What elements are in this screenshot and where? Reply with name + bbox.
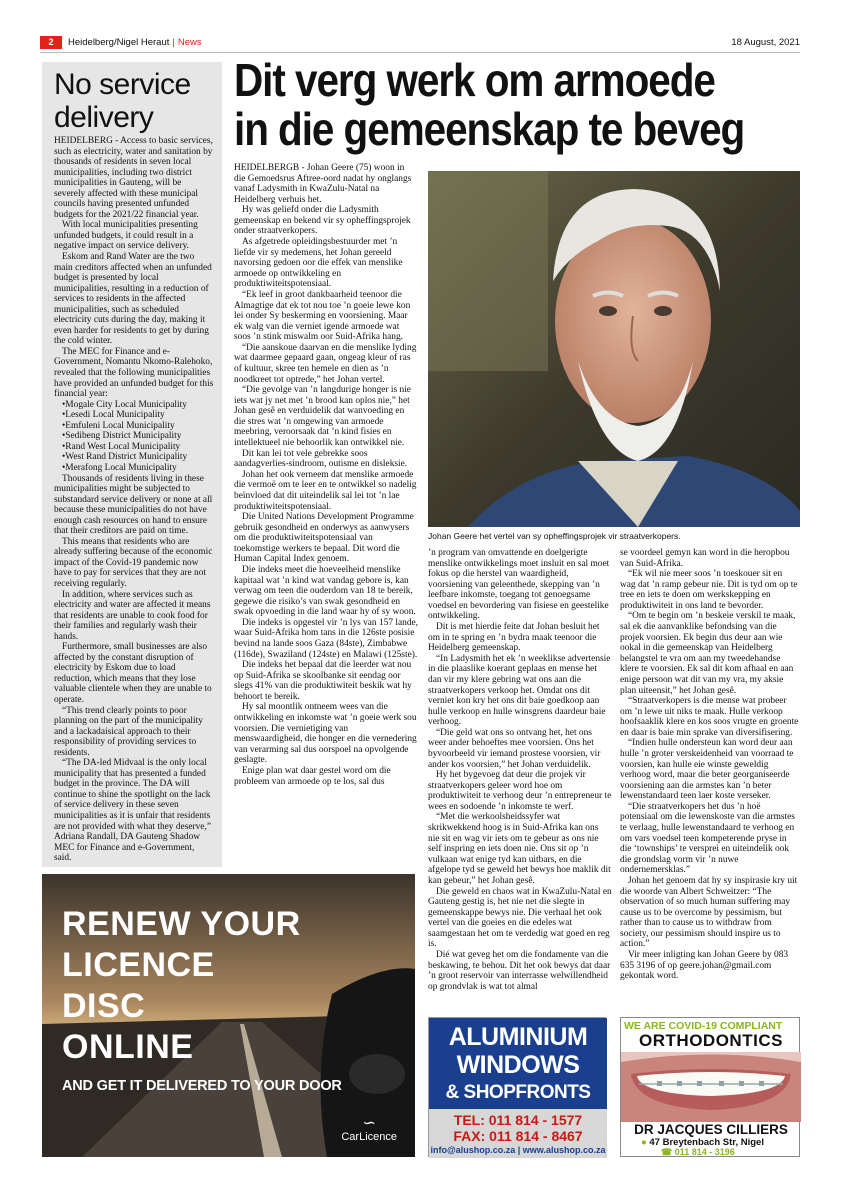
orthodontics-ad[interactable] bbox=[620, 1017, 800, 1157]
article-paragraph: Die United Nations Development Programme gebruik gesondheid en onderwys as aanwysers om die produktiwiteitspotensiaal van toekomstige werkers te bepaal. Dit word die Human Capital Index genoem. bbox=[234, 512, 414, 565]
article-column-2 bbox=[428, 548, 612, 992]
swirl-icon: ∽ bbox=[362, 1115, 376, 1132]
article-paragraph: Die indeks meet die hoeveelheid menslike kapitaal wat ’n kind wat vandag gebore is, kan verwag om teen die ouderdom van 18 te bereik, gegewe die risiko’s van swak gesondheid en swak opvoeding in die land waar hy of sy woon. bbox=[234, 564, 416, 618]
sidebar-paragraph: Furthermore, small businesses are also affected by the constant disruption of electricity by Eskom due to load reduction, which means that they lose valuable clientele when they are unable to operate. bbox=[54, 642, 212, 705]
sidebar-paragraph: The MEC for Finance and e-Government, Nomantu Nkomo-Ralehoko, revealed that the following municipalities have provided an unfunded budget for this financial year: bbox=[54, 346, 214, 400]
headline-line: in die gemeenskap te beveg bbox=[234, 103, 745, 155]
ad-title: ORTHODONTICS bbox=[639, 1031, 783, 1050]
ad-web[interactable]: info@alushop.co.za | www.alushop.co.za bbox=[430, 1145, 606, 1155]
article-column-3 bbox=[620, 548, 800, 982]
article-paragraph: Johan het ook verneem dat menslike armoede die vermoë om te leer en te ontwikkel so nadelig beïnvloed dat dit uiteindelik sal lei tot ’n lae produktiwiteitspotensiaal. bbox=[234, 469, 417, 512]
article-paragraph: “Ek leef in groot dankbaarheid teenoor die Almagtige dat ek tot nou toe ’n goeie lewe kon lei onder Sy beskerming en voorsiening. Maar ek walg van die verniet igende armoede wat soos ’n stink miswalm oor Suid-Afrika hang. bbox=[234, 289, 411, 343]
ad-phone[interactable] bbox=[661, 1147, 735, 1158]
location-pin-icon: ● bbox=[641, 1137, 647, 1148]
phone-number: 011 814 - 3196 bbox=[674, 1147, 735, 1157]
article-paragraph: se voordeel gemyn kan word in die heropbou van Suid-Afrika. bbox=[620, 548, 790, 569]
sidebar-title: No service delivery bbox=[54, 68, 191, 134]
municipality-list bbox=[54, 400, 214, 474]
sidebar-paragraph: “This trend clearly points to poor planning on the part of the municipality and a lackadaisical approach to their responsibility of providing services to residents. bbox=[54, 705, 203, 758]
headline-line: Dit verg werk om armoede bbox=[234, 54, 715, 106]
photo-caption: Johan Geere het vertel van sy opheffingsprojek vir straatverkopers. bbox=[428, 531, 681, 541]
sidebar-paragraph: Eskom and Rand Water are the two main creditors affected when an unfunded budget is presented by local municipalities, resulting in a reduction of services to residents in the affected municipalities, such as scheduled electricity cuts during the day, making it even harder for residents to get by during the cold winter. bbox=[54, 252, 212, 347]
article-paragraph: “Die aanskoue daarvan en die menslike lyding wat daarmee gepaard gaan, ongeag kleur of ras of kultuur, skree ten hemele en dien as ’n noodkreet tot optrede,” het Johan vertel. bbox=[234, 342, 417, 385]
ad-line: ONLINE bbox=[62, 1028, 194, 1066]
ad-subline: AND GET IT DELIVERED TO YOUR DOOR bbox=[62, 1078, 342, 1094]
carlicence-logo bbox=[341, 1117, 397, 1143]
article-paragraph: Dit kan lei tot vele gebrekke soos aandagverlies-sindroom, outisme en disleksie. bbox=[234, 448, 408, 470]
ad-line: WINDOWS bbox=[456, 1051, 580, 1079]
article-paragraph: “Om te begin om ’n beskeie verskil te maak, sal ek die aanvanklike befondsing van die projek voorsien. Ek begin dus deur aan wie ookal in die gemeenskap van Heidelberg belangstel te vra om aan my tweedehandse klere te voorsien. Ek sal dit kom afhaal en aan enige persoon wat dit van my vra, my aksie plan uiteensit,” het Johan gesê. bbox=[620, 611, 796, 696]
sidebar-paragraph: This means that residents who are already suffering because of the economic impact of the Covid-19 pandemic now have to pay for services that they are not receiving regularly. bbox=[54, 536, 213, 589]
phone-icon: ☎ bbox=[661, 1147, 673, 1157]
licence-disc-ad[interactable] bbox=[42, 874, 415, 1157]
sidebar-paragraph: HEIDELBERG - Access to basic services, such as electricity, water and sanitation by thousands of residents in seven local municipalities, including two district municipalities in Gauteng, will be severely affected with these municipal councils having presented unfunded budgets for the 2021/22 financial year. bbox=[54, 136, 213, 220]
list-item: • Mogale City Local Municipality bbox=[62, 400, 214, 411]
article-paragraph: Dit is met hierdie feite dat Johan besluit het om in te spring en ’n bydra maak teenoor die Heidelberg gemeenskap. bbox=[428, 622, 600, 654]
doctor-name: DR JACQUES CILLIERS bbox=[634, 1122, 788, 1137]
sidebar-body bbox=[54, 136, 214, 864]
article-paragraph: ’n program van omvattende en doelgerigte menslike ontwikkelings moet insluit en sal moet fokus op die herstel van waardigheid, voorsiening van geleenthede, skepping van ’n leefbare inkomste, toegang tot genoegsame voedsel en bevordering van fisiese en geestelike ontwikkeling. bbox=[428, 548, 610, 622]
article-paragraph: “Straatverkopers is die mense wat probeer om ’n lewe uit niks te maak. Hulle verkoop hoofsaaklik klere en kos soos vrugte en groente en daar is baie min sprake van diversifisering. bbox=[620, 696, 799, 738]
article-paragraph: Dié wat geveg het om die fondamente van die beskawing, te behou. Dit het ook bewys dat daar ’n groot reservoir van interrasse welwillendheid op grondvlak is wat tot almal bbox=[428, 949, 611, 992]
sidebar-article bbox=[42, 62, 222, 867]
article-paragraph: Hy was geliefd onder die Ladysmith gemeenskap en bekend vir sy opheffingsprojek onder straatverkopers. bbox=[234, 205, 411, 237]
article-paragraph: Enige plan wat daar gestel word om die probleem van armoede op te los, sal dus bbox=[234, 765, 391, 787]
sidebar-paragraph: In addition, where services such as electricity and water are affected it means that residents are unable to cook food for their families and regularly wash their hands. bbox=[54, 589, 211, 642]
list-item: • West Rand District Municipality bbox=[62, 452, 214, 463]
brand-name: CarLicence bbox=[341, 1131, 397, 1143]
header-rule bbox=[40, 52, 800, 53]
ad-line: ALUMINIUM bbox=[448, 1023, 588, 1051]
article-paragraph: Die indeks het bepaal dat die leerder wat nou op Suid-Afrika se skoolbanke sit eendag oor slegs 41% van die produktiwiteit beskik wat hy behoort te bereik. bbox=[234, 660, 412, 702]
ad-line: & SHOPFRONTS bbox=[445, 1082, 591, 1103]
article-paragraph: As afgetrede opleidingsbestuurder met ’n liefde vir sy medemens, het Johan gereeld navorsing gedoen oor die effek van menslike armoede op ontwikkeling en produktiwiteitspotensiaal. bbox=[234, 237, 403, 290]
article-paragraph: “Met die werkoolsheidssyfer wat skrikwekkend hoog is in Suid-Afrika kan ons nie sit en wag vir iets om te gebeur as ons nie self inspring en iets doen nie. Ons sit op ’n vulkaan wat enige tyd kan uitbars, en die afgelope tyd se geweld het bewys hoe maklik dit kan gebeur,” het Johan gesê. bbox=[428, 812, 611, 886]
covid-compliant-banner: WE ARE COVID-19 COMPLIANT bbox=[624, 1020, 783, 1032]
sidebar-paragraph: With local municipalities presenting unfunded budgets, it could result in a negative impact on service delivery. bbox=[54, 220, 198, 252]
list-item: • Emfuleni Local Municipality bbox=[62, 421, 214, 432]
article-paragraph: “Die straatverkopers het dus ’n hoë potensiaal om die lewenskoste van die armstes te verlaag, hulle lewenstandaard te verhoog en om vars voedsel teen kompeterende pryse in die ‘townships’ te verspreì en uiteindelik ook die grondslag vorm vir ’n nuwe ondernemersklas.” bbox=[620, 801, 795, 876]
article-paragraph: “Die gevolge van ’n langdurige honger is nie iets wat jy net met ’n brood kan oplos nie,” het Johan gesê en verduidelik dat wanvoeding en die stres wat ’n omgewing van armoede meebring, veroorsaak dat ’n kind fisies en intellektueel nie behoorlik kan ontwikkel nie. bbox=[234, 385, 411, 449]
ad-tel: TEL: 011 814 - 1577 bbox=[453, 1112, 583, 1128]
article-headline bbox=[234, 54, 745, 155]
list-item: • Lesedi Local Municipality bbox=[62, 410, 214, 421]
article-paragraph: Johan het genoem dat hy sy inspirasie kry uit die woorde van Albert Schweitzer: “The observation of so much human suffering may cause us to be overcome by pessimism, but rather than to cause us to withdraw from society, our pessimism should inspire us to action.” bbox=[620, 875, 798, 950]
page-header bbox=[40, 36, 800, 50]
article-paragraph: Hy sal moontlik ontneem wees van die ontwikkeling en inkomste wat ’n goeie werk sou voorsien. Die vernietiging van menswaardigheid, die honger en die vernedering van verarming sal dus oorspoel na opvolgende geslagte. bbox=[234, 702, 417, 766]
aluminium-windows-ad[interactable] bbox=[428, 1017, 606, 1157]
paper-name: Heidelberg/Nigel Heraut bbox=[68, 37, 170, 48]
smile-braces-image bbox=[621, 1052, 801, 1122]
article-column-1 bbox=[234, 163, 418, 893]
article-paragraph: Die indeks is opgestel vir ’n lys van 157 lande, waar Suid-Afrika hom tans in die 126ste posisie bevind na lande soos Gaza (84ste), Zimbabwe (116de), Swaziland (124ste) en Malawi (125ste). bbox=[234, 617, 419, 660]
article-paragraph: “In Ladysmith het ek ’n weeklikse advertensie in die plaaslike koerant geplaas en mense het dan vir my klere gebring wat ons aan die straatverkopers verkoop het. Omdat ons dit verniet kon kry het ons dit baie goedkoop aan hulle verkoop en hulle winsgrens daardeur baie verhoog. bbox=[428, 653, 611, 728]
article-paragraph: “Ek wil nie meer soos ’n toeskouer sit en wag dat ’n ramp gebeur nie. Dit is tyd om op te tree en iets te doen om werkskepping en produktiwiteit in ons land te bevorder. bbox=[620, 569, 798, 611]
article-paragraph: Vir meer inligting kan Johan Geere by 083 635 3196 of op geere.johan@gmail.com gekontak word. bbox=[620, 949, 789, 982]
list-item: • Merafong Local Municipality bbox=[62, 463, 214, 474]
list-item: • Rand West Local Municipality bbox=[62, 442, 214, 453]
ad-line: DISC bbox=[62, 987, 146, 1025]
article-paragraph: “Indien hulle ondersteun kan word deur aan hulle ’n groter verskeidenheid van voorraad te voorsien, kan hulle eie winste geweldig verhoog word, maar die beter georganiseerde voorsiening aan die armstes kan ’n beter lewenstandaard teen laer koste verseker. bbox=[620, 738, 794, 802]
portrait-illustration bbox=[428, 171, 800, 527]
section-name: News bbox=[177, 37, 202, 48]
sidebar-paragraph: “The DA-led Midvaal is the only local municipality that has presented a funded budget in the province. The DA will continue to shine the spotlight on the lack of service delivery in these seven municipalities as it is unfair that residents are not provided with what they deserve,” Adriana Randall, DA Gauteng Shadow MEC for Finance and e-Government, said. bbox=[54, 758, 211, 864]
article-paragraph: “Die geld wat ons so ontvang het, het ons weer ander behoeftes mee voorsien. Ons het byvoorbeeld vir iemand prostese voorsien, vir ander kos voorsien,” het Johan verduidelik. bbox=[428, 727, 601, 770]
issue-date: 18 August, 2021 bbox=[731, 37, 800, 48]
ad-headline bbox=[62, 904, 301, 1068]
sidebar-paragraph: Thousands of residents living in these municipalities might be subjected to substandard service delivery or none at all because these municipalities do not have enough cash resources on hand to ensure that their creditors are paid on time. bbox=[54, 473, 213, 537]
page-number: 2 bbox=[40, 36, 62, 49]
ad-headline bbox=[429, 1023, 607, 1107]
ad-fax: FAX: 011 814 - 8467 bbox=[453, 1128, 583, 1144]
ad-line: LICENCE bbox=[62, 946, 215, 984]
article-paragraph: Die geweld en chaos wat in KwaZulu-Natal en Gauteng gestig is, het nie net die slegte in gemeenskappe bewys nie. Die verhaal het ook vertel van die goeies en die edeles wat saamgestaan het om te verdedig wat goed en reg is. bbox=[428, 886, 612, 950]
list-item: • Sedibeng District Municipality bbox=[62, 431, 214, 442]
article-paragraph: Hy het bygevoeg dat deur die projek vir straatverkopers geleer word hoe om produktiwiteit te verhoog deur ’n entrepreneur te wees en sodoende ’n inkomste te werf. bbox=[428, 770, 612, 812]
ad-contact bbox=[429, 1112, 607, 1144]
ad-line: RENEW YOUR bbox=[62, 905, 301, 943]
address-text: 47 Breytenbach Str, Nigel bbox=[649, 1137, 764, 1148]
portrait-photo bbox=[428, 171, 800, 527]
header-separator: | bbox=[172, 37, 175, 48]
article-paragraph: HEIDELBERGB - Johan Geere (75) woon in die Gemoedsrus Aftree-oord nadat hy onglangs vanaf Ladysmith in KwaZulu-Natal na Heidelberg verhuis het. bbox=[234, 163, 412, 205]
